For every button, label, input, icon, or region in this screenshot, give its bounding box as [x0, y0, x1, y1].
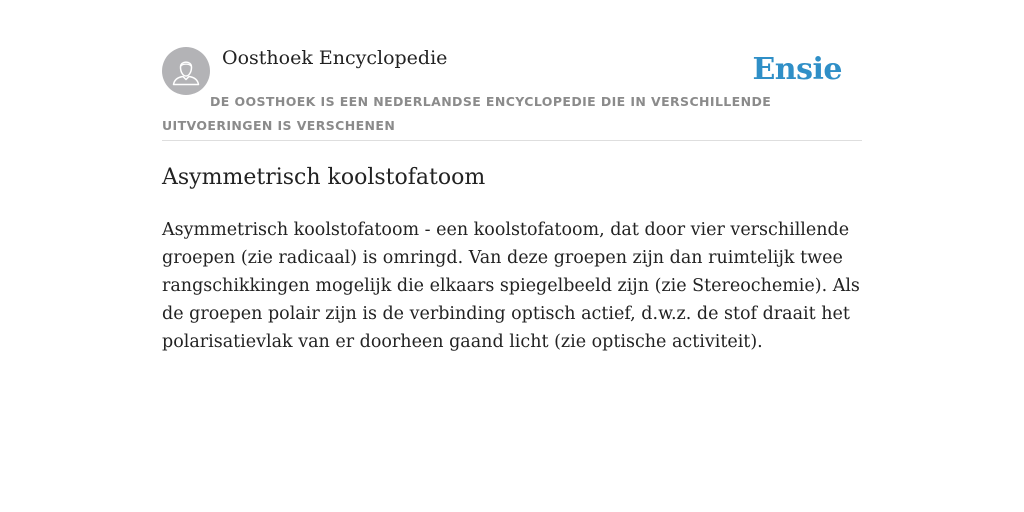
article-body: Asymmetrisch koolstofatoom - een koolstofatoom, dat door vier verschillende groepen (zie radicaal) is omringd. Van deze groepen zijn dan ruimtelijk twee rangschikkingen mogelijk die elkaars spiegelbeeld zijn (zie Stereochemie). Als de groepen polair zijn is de verbinding optisch actief, d.w.z. de stof draait het polarisatievlak van er doorheen gaand licht (zie optische activiteit). — [162, 220, 860, 352]
ensie-logo[interactable]: Ensie — [752, 52, 842, 87]
article-title: Asymmetrisch koolstofatoom — [162, 165, 486, 190]
source-description: DE OOSTHOEK IS EEN NEDERLANDSE ENCYCLOPEDIE DIE IN VERSCHILLENDE UITVOERINGEN IS VERSCHENEN — [162, 94, 772, 133]
source-header — [162, 46, 862, 141]
source-name[interactable]: Oosthoek Encyclopedie — [222, 47, 448, 69]
source-avatar[interactable] — [162, 47, 210, 95]
user-silhouette-icon — [162, 47, 210, 95]
